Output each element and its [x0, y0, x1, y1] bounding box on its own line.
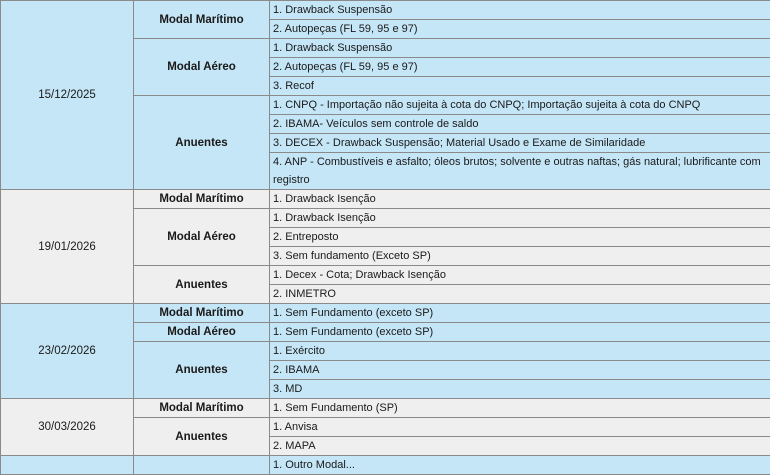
- item-cell: 2. Autopeças (FL 59, 95 e 97): [270, 20, 770, 39]
- item-cell: 2. INMETRO: [270, 285, 770, 304]
- item-cell: 1. Drawback Isenção: [270, 190, 770, 209]
- mode-cell: Anuentes: [134, 342, 270, 399]
- item-cell: 2. Autopeças (FL 59, 95 e 97): [270, 58, 770, 77]
- item-cell: 1. Anvisa: [270, 418, 770, 437]
- item-cell: 3. DECEX - Drawback Suspensão; Material Usado e Exame de Similaridade: [270, 134, 770, 153]
- mode-cell: Modal Marítimo: [134, 1, 270, 39]
- table-row: [1, 190, 770, 209]
- item-cell: 3. Recof: [270, 77, 770, 96]
- item-cell: 3. Sem fundamento (Exceto SP): [270, 247, 770, 266]
- mode-cell: [134, 456, 270, 475]
- date-cell: 23/02/2026: [1, 304, 134, 399]
- date-cell: 19/01/2026: [1, 190, 134, 304]
- item-cell: 4. ANP - Combustíveis e asfalto; óleos brutos; solvente e outras naftas; gás natural; lubrificante com registro: [270, 153, 770, 190]
- mode-cell: Modal Marítimo: [134, 399, 270, 418]
- item-cell: 1. CNPQ - Importação não sujeita à cota do CNPQ; Importação sujeita à cota do CNPQ: [270, 96, 770, 115]
- mode-cell: Modal Aéreo: [134, 39, 270, 96]
- mode-cell: Modal Marítimo: [134, 190, 270, 209]
- item-cell: 1. Decex - Cota; Drawback Isenção: [270, 266, 770, 285]
- date-cell: 15/12/2025: [1, 1, 134, 190]
- item-cell: 1. Drawback Isenção: [270, 209, 770, 228]
- mode-cell: Modal Aéreo: [134, 323, 270, 342]
- item-cell: 1. Sem Fundamento (SP): [270, 399, 770, 418]
- table-row: [1, 304, 770, 323]
- item-cell: 3. MD: [270, 380, 770, 399]
- item-cell: 1. Outro Modal...: [270, 456, 770, 475]
- item-cell: 2. IBAMA- Veículos sem controle de saldo: [270, 115, 770, 134]
- mode-cell: Anuentes: [134, 96, 270, 190]
- table-row: [1, 456, 770, 475]
- item-cell: 2. MAPA: [270, 437, 770, 456]
- table-row: [1, 399, 770, 418]
- item-cell: 2. Entreposto: [270, 228, 770, 247]
- mode-cell: Modal Marítimo: [134, 304, 270, 323]
- item-cell: 1. Drawback Suspensão: [270, 1, 770, 20]
- date-cell: [1, 456, 134, 475]
- item-cell: 2. IBAMA: [270, 361, 770, 380]
- mode-cell: Anuentes: [134, 418, 270, 456]
- item-cell: 1. Exército: [270, 342, 770, 361]
- mode-cell: Modal Aéreo: [134, 209, 270, 266]
- mode-cell: Anuentes: [134, 266, 270, 304]
- table-row: [1, 1, 770, 20]
- date-cell: 30/03/2026: [1, 399, 134, 456]
- item-cell: 1. Sem Fundamento (exceto SP): [270, 323, 770, 342]
- item-cell: 1. Drawback Suspensão: [270, 39, 770, 58]
- item-cell: 1. Sem Fundamento (exceto SP): [270, 304, 770, 323]
